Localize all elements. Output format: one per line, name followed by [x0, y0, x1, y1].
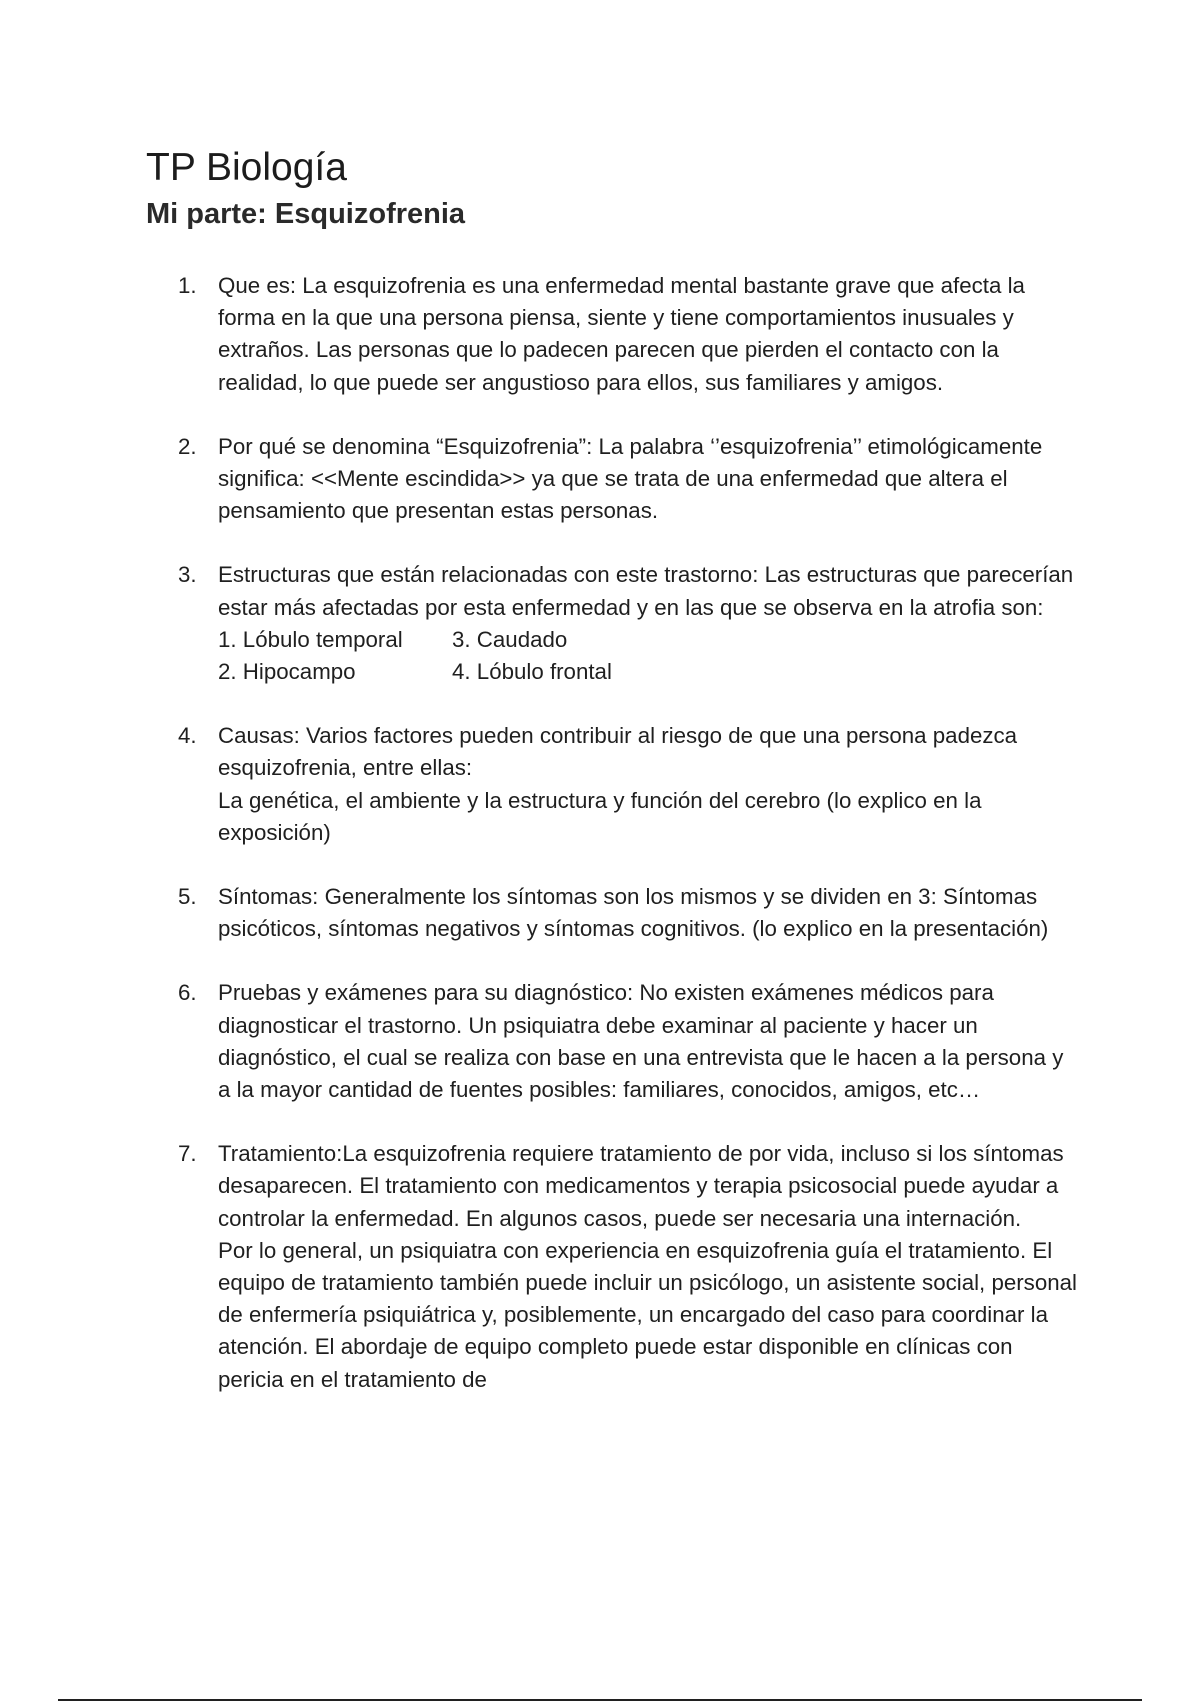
item-text: Estructuras que están relacionadas con este trastorno: Las estructuras que parecerían estar más afectadas por esta enfermedad y en las que se observa en la atrofia son: — [218, 562, 1074, 620]
item-number: 5. — [178, 884, 197, 910]
item-number: 2. — [178, 433, 197, 459]
list-item — [178, 720, 1078, 849]
item-text: Causas: Varios factores pueden contribuir al riesgo de que una persona padezca esquizofrenia, entre ellas: — [218, 723, 1018, 781]
list-item — [178, 270, 1078, 399]
list-item — [178, 1138, 1078, 1396]
page-subtitle: Mi parte: Esquizofrenia — [146, 198, 466, 230]
item-number: 6. — [178, 980, 197, 1006]
structure-hippocampus: 2. Hipocampo — [218, 659, 356, 685]
item-number: 3. — [178, 562, 197, 588]
item-text: Pruebas y exámenes para su diagnóstico: No existen exámenes médicos para diagnosticar el trastorno. Un psiquiatra debe examinar al paciente y hacer un diagnóstico, el cual se realiza con base en una entrevista que le hacen a la persona y a la mayor cantidad de fuentes posibles: familiares, conocidos, amigos, etc… — [218, 980, 1064, 1103]
item-text-continued: Por lo general, un psiquiatra con experiencia en esquizofrenia guía el tratamiento. El equipo de tratamiento también puede incluir un psicólogo, un asistente social, personal de enfermería psiquiátrica y, posiblemente, un encargado del caso para coordinar la atención. El abordaje de equipo completo puede estar disponible en clínicas con pericia en el tratamiento de — [218, 1237, 1077, 1392]
item-text-continued: La genética, el ambiente y la estructura y función del cerebro (lo explico en la exposición) — [218, 787, 982, 845]
item-number: 4. — [178, 723, 197, 749]
list-item — [178, 977, 1078, 1106]
item-text: Síntomas: Generalmente los síntomas son los mismos y se dividen en 3: Síntomas psicóticos, síntomas negativos y síntomas cognitivos. (lo explico en la presentación) — [218, 884, 1049, 942]
structures-grid — [218, 624, 1078, 688]
structure-frontal-lobe: 4. Lóbulo frontal — [452, 659, 612, 685]
page-title: TP Biología — [146, 146, 347, 189]
list-item — [178, 431, 1078, 528]
item-text: Por qué se denomina “Esquizofrenia”: La palabra ‘’esquizofrenia’’ etimológicamente significa: <<Mente escindida>> ya que se trata de una enfermedad que altera el pensamiento que presentan estas personas. — [218, 433, 1043, 524]
structure-temporal-lobe: 1. Lóbulo temporal — [218, 626, 403, 652]
topic-list — [178, 270, 1078, 1428]
item-number: 7. — [178, 1141, 197, 1167]
item-text: Que es: La esquizofrenia es una enfermedad mental bastante grave que afecta la forma en la que una persona piensa, siente y tiene comportamientos inusuales y extraños. Las personas que lo padecen parecen que pierden el contacto con la realidad, lo que puede ser angustioso para ellos, sus familiares y amigos. — [218, 273, 1025, 395]
item-text: Tratamiento:La esquizofrenia requiere tratamiento de por vida, incluso si los síntomas desaparecen. El tratamiento con medicamentos y terapia psicosocial puede ayudar a controlar la enfermedad. En algunos casos, puede ser necesaria una internación. — [218, 1141, 1064, 1231]
list-item — [178, 881, 1078, 945]
list-item — [178, 559, 1078, 688]
item-number: 1. — [178, 273, 197, 298]
structure-caudate: 3. Caudado — [452, 626, 568, 652]
